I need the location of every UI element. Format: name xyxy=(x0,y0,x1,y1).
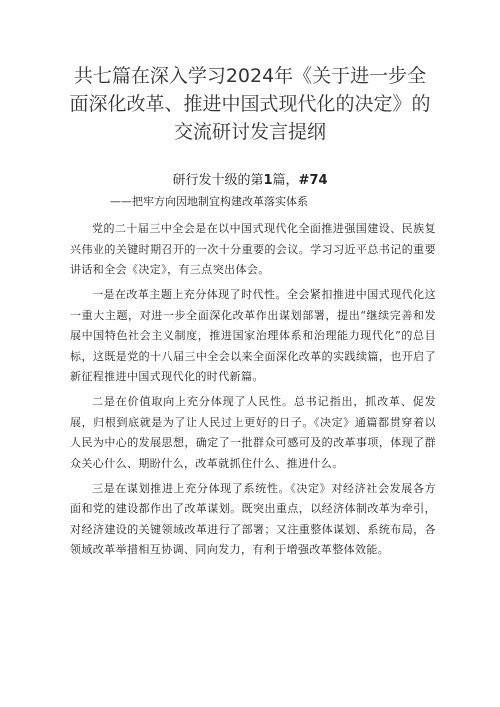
document-subtitle xyxy=(40,172,460,190)
subtitle-prefix: 研行发十级的第 xyxy=(172,173,264,188)
title-line-3: 交流研讨发言提纲 xyxy=(173,121,326,143)
paragraph-point-3: 三是在谋划推进上充分体现了系统性。《决定》对经济社会发展各方面和党的建设都作出了改革谋划。既突出重点，以经济体制改革为牵引，对经济建设的关键领域改革进行了部署；又注重整体谋划、系统布局，各领域改革举措相互协调、同向发力，有利于增强改革整体效能。 xyxy=(70,481,436,556)
document-title xyxy=(40,62,460,146)
title-line-1: 共七篇在深入学习2024年《关于进一步全 xyxy=(73,65,427,87)
subtitle-middle: 篇， xyxy=(272,173,299,188)
subtitle-number: 1 xyxy=(263,173,273,188)
paragraph-intro: 党的二十届三中全会是在以中国式现代化全面推进强国建设、民族复兴伟业的关键时期召开的一次十分重要的会议。学习习近平总书记的重要讲话和全会《决定》，有三点突出体会。 xyxy=(70,222,436,276)
title-line-2: 面深化改革、推进中国式现代化的决定》的 xyxy=(69,93,431,115)
paragraph-point-2: 二是在价值取向上充分体现了人民性。总书记指出，抓改革、促发展，归根到底就是为了让人民过上更好的日子。《决定》通篇都贯穿着以人民为中心的发展思想，确定了一批群众可感可及的改革事项，体现了群众关心什么、期盼什么，改革就抓住什么、推进什么。 xyxy=(70,395,436,470)
paragraph-point-1: 一是在改革主题上充分体现了时代性。全会紧扣推进中国式现代化这一重大主题，对进一步全面深化改革作出谋划部署，提出“继续完善和发展中国特色社会主义制度，推进国家治理体系和治理能力现代化”的总目标，这既是党的十八届三中全会以来全面深化改革的实践续篇，也开启了新征程推进中国式现代化的时代新篇。 xyxy=(70,288,436,383)
body-text xyxy=(70,219,436,565)
subtitle-tag: #74 xyxy=(298,173,328,188)
section-heading: ——把牢方向因地制宜构建改革落实体系 xyxy=(110,195,308,208)
